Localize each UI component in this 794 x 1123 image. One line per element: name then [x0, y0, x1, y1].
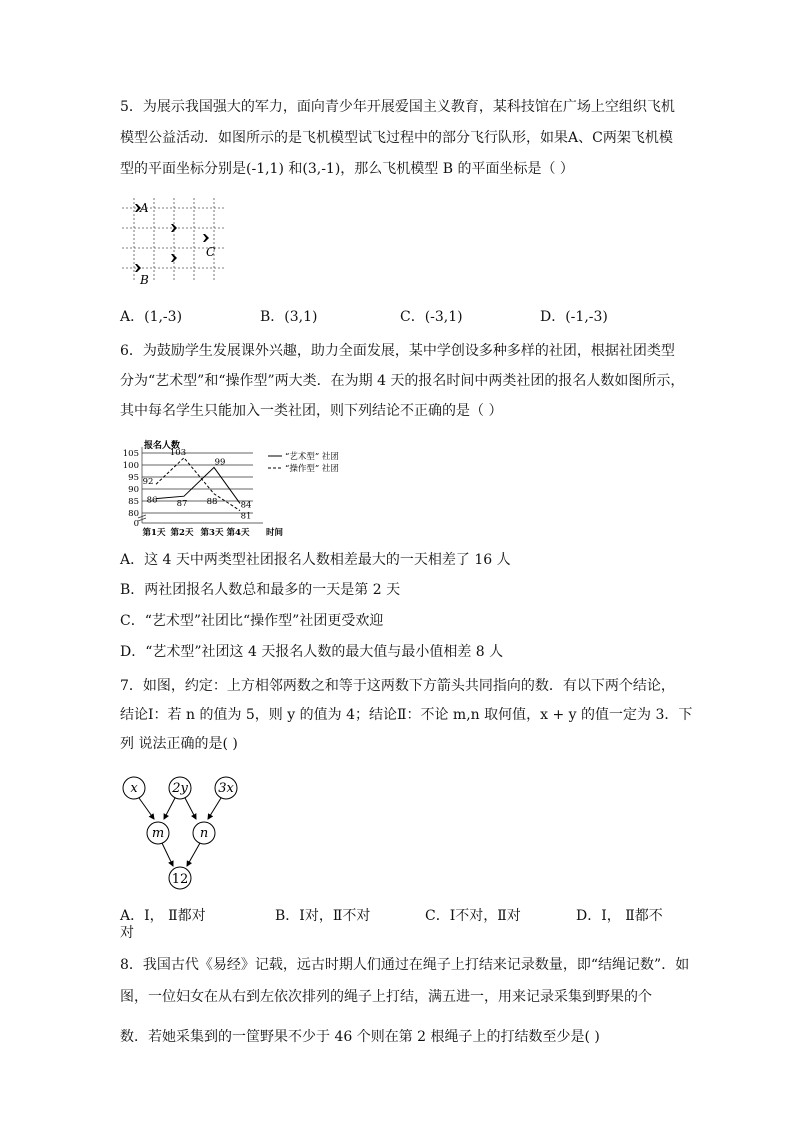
svg-text:m: m: [151, 826, 165, 841]
svg-text:3x: 3x: [218, 781, 234, 796]
q7-option-d: D．Ⅰ， Ⅱ都不: [576, 908, 663, 924]
q7-option-b: B．Ⅰ对，Ⅱ不对: [275, 908, 371, 924]
label-a: A: [140, 201, 149, 215]
q6-line-3: 其中每名学生只能加入一类社团，则下列结论不正确的是（ ）: [120, 403, 503, 419]
y-tick-label: 0: [133, 519, 139, 529]
data-label: 88: [206, 496, 218, 507]
series-line-operation: [156, 458, 240, 511]
q5-option-c: C．(-3,1): [400, 309, 463, 325]
q6-option-b: B．两社团报名人数总和最多的一天是第 2 天: [120, 582, 401, 598]
label-b: B: [140, 273, 149, 287]
q5-line-1: 5．为展示我国强大的军力，面向青少年开展爱国主义教育，某科技馆在广场上空组织飞机: [120, 99, 675, 115]
q6-line-2: 分为“艺术型”和“操作型”两大类．在为期 4 天的报名时间中两类社团的报名人数如图所示，: [120, 373, 685, 389]
data-label: 87: [176, 499, 188, 510]
q7-option-c: C．Ⅰ不对，Ⅱ对: [425, 908, 521, 924]
q7-line-1: 7．如图，约定：上方相邻两数之和等于这两数下方箭头共同指向的数．有以下两个结论，: [120, 678, 675, 694]
q7-option-d-wrap: 对: [120, 925, 134, 941]
data-label: 103: [169, 447, 187, 458]
plane-icon: [166, 254, 180, 262]
x-axis-label: 时间: [266, 528, 284, 536]
q5-line-2: 模型公益活动．如图所示的是飞机模型试飞过程中的部分飞行队形，如果A、C两架飞机模: [120, 130, 673, 146]
x-tick-label: 第1天: [142, 528, 166, 536]
legend-label-art: “艺术型” 社团: [285, 452, 339, 462]
q7-arrow-diagram: [118, 770, 248, 894]
data-label: 84: [240, 500, 252, 511]
y-tick-label: 85: [128, 497, 139, 507]
svg-text:x: x: [130, 781, 138, 796]
q5-option-d: D．(-1,-3): [540, 309, 608, 325]
q8-line-3: 数．若她采集到的一筐野果不少于 46 个则在第 2 根绳子上的打结数至少是( ): [120, 1029, 600, 1045]
data-label: 81: [240, 511, 252, 522]
q5-option-a: A．(1,-3): [120, 309, 183, 325]
x-tick-label: 第2天: [170, 528, 194, 536]
svg-text:12: 12: [171, 872, 189, 887]
q5-line-3: 型的平面坐标分别是(-1,1) 和(3,-1)，那么飞机模型 B 的平面坐标是（ ）: [120, 161, 574, 177]
label-c: C: [206, 245, 216, 259]
q6-option-d: D．“艺术型”社团这 4 天报名人数的最大值与最小值相差 8 人: [120, 644, 504, 660]
q6-option-c: C．“艺术型”社团比“操作型”社团更受欢迎: [120, 613, 384, 629]
chart-ylabel: 报名人数: [144, 441, 181, 451]
plane-icon-b: [130, 264, 144, 272]
plane-icon: [166, 224, 180, 232]
q6-enrollment-line-chart: [118, 436, 368, 536]
x-tick-label: 第4天: [226, 528, 250, 536]
svg-text:n: n: [199, 826, 209, 841]
y-tick-label: 80: [128, 509, 139, 519]
data-label: 92: [142, 477, 154, 488]
q6-line-1: 6．为鼓励学生发展课外兴趣，助力全面发展，某中学创设多种多样的社团，根据社团类型: [120, 343, 675, 359]
plane-icon-c: [198, 234, 212, 242]
q5-formation-figure: [118, 196, 228, 292]
q7-line-2: 结论Ⅰ：若 n 的值为 5，则 y 的值为 4；结论Ⅱ：不论 m,n 取何值，x + y 的值一定为 3．下: [120, 707, 693, 723]
y-tick-label: 90: [128, 485, 139, 495]
data-label: 99: [214, 457, 226, 468]
data-label: 86: [146, 495, 158, 506]
svg-text:2y: 2y: [172, 781, 188, 796]
x-tick-label: 第3天: [200, 528, 224, 536]
legend-label-operation: “操作型” 社团: [285, 464, 339, 474]
y-tick-label: 105: [122, 449, 139, 459]
q8-line-2: 图，一位妇女在从右到左依次排列的绳子上打结，满五进一，用来记录采集到野果的个: [120, 989, 652, 1005]
q5-option-b: B．(3,1): [260, 309, 318, 325]
y-tick-label: 100: [122, 461, 139, 471]
q7-line-3: 列 说法正确的是( ): [120, 736, 238, 752]
q7-option-a: A．Ⅰ， Ⅱ都对: [120, 908, 206, 924]
q6-option-a: A．这 4 天中两类型社团报名人数相差最大的一天相差了 16 人: [120, 552, 511, 568]
q8-line-1: 8．我国古代《易经》记载，远古时期人们通过在绳子上打结来记录数量，即“结绳记数”．如: [120, 957, 690, 973]
y-tick-label: 95: [128, 473, 139, 483]
